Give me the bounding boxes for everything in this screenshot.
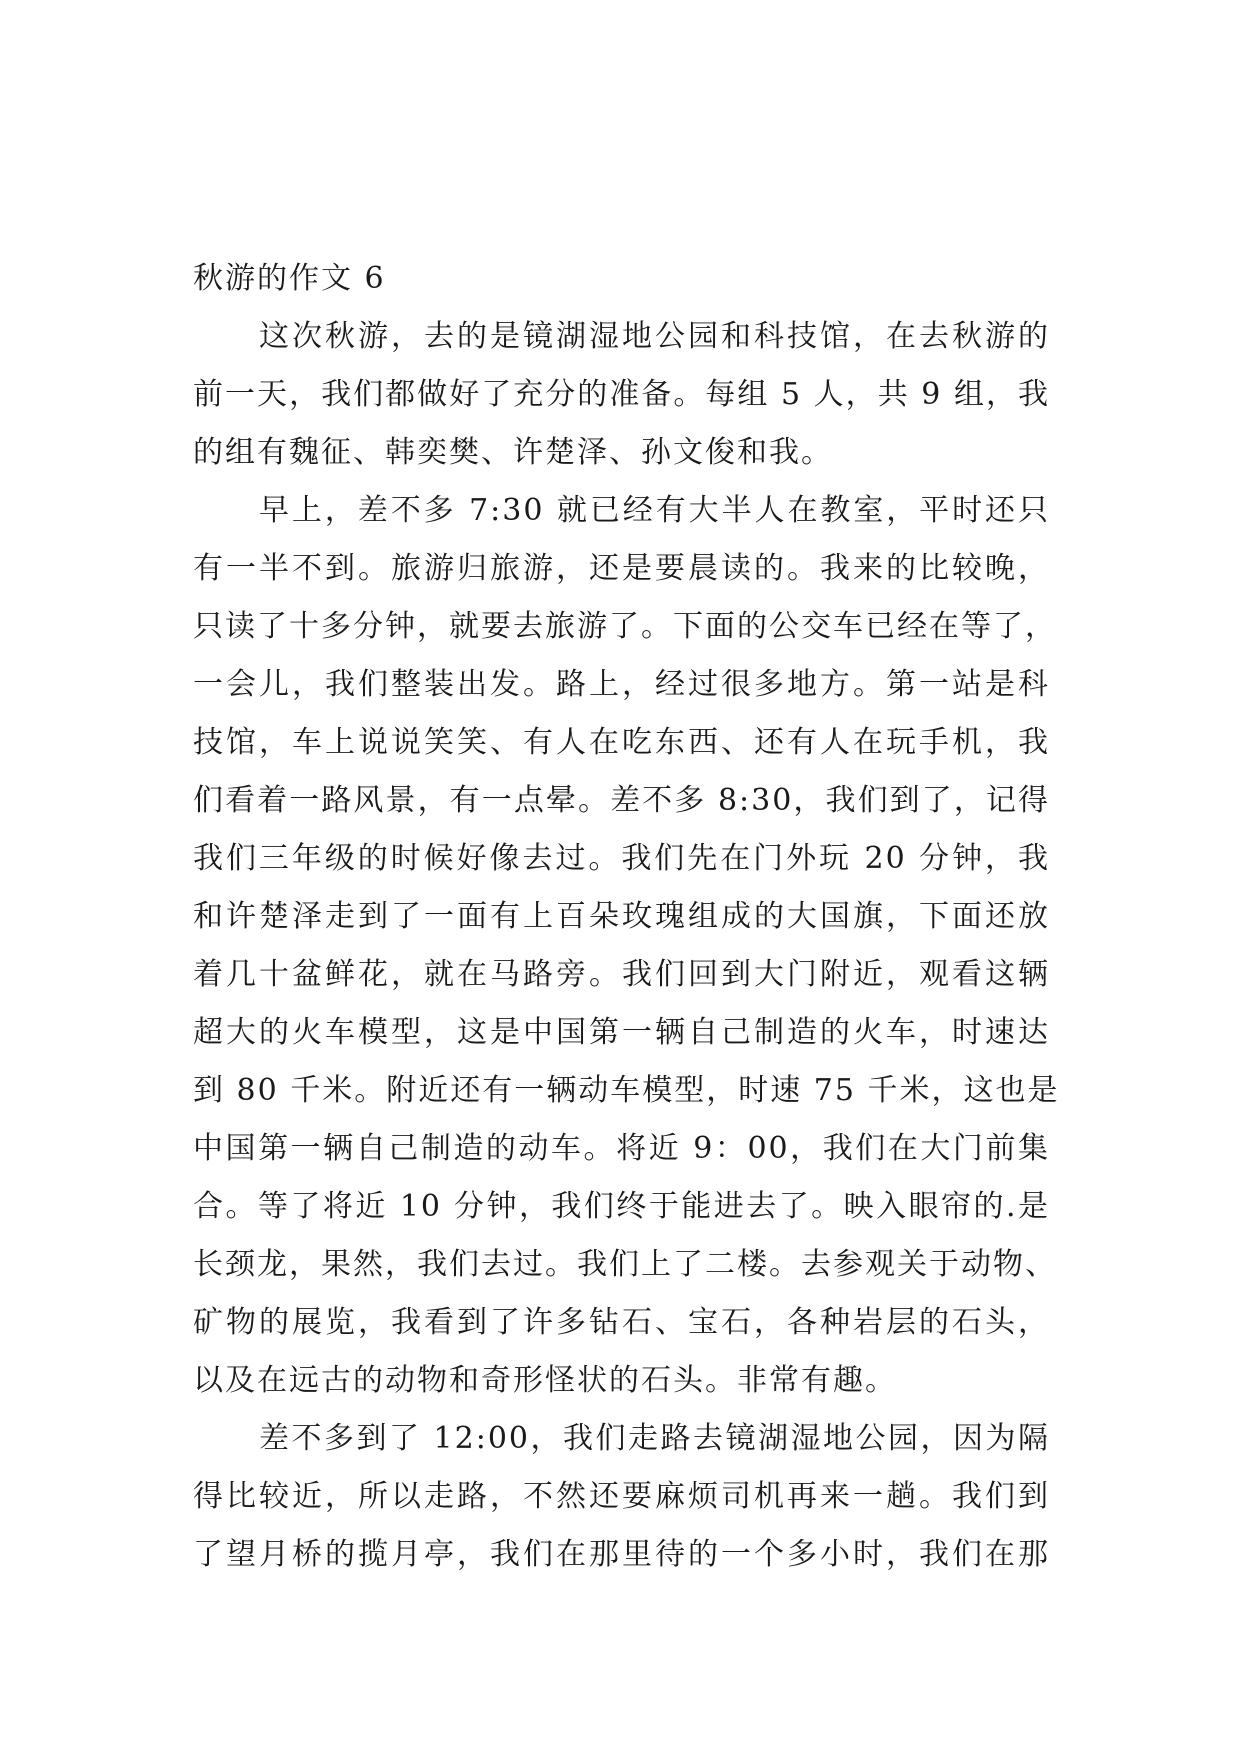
text-line: 着几十盆鲜花，就在马路旁。我们回到大门附近，观看这辆 [193,957,1050,992]
text-line: 的组有魏征、韩奕樊、许楚泽、孙文俊和我。 [193,435,833,470]
text-line: 有一半不到。旅游归旅游，还是要晨读的。我来的比较晚， [193,551,1050,586]
text-line: 一会儿，我们整装出发。路上，经过很多地方。第一站是科 [193,667,1050,702]
essay-title: 秋游的作文 6 [193,261,386,296]
text-line: 差不多到了 12:00，我们走路去镜湖湿地公园，因为隔 [259,1421,1050,1456]
text-line: 矿物的展览，我看到了许多钻石、宝石，各种岩层的石头， [193,1305,1050,1340]
text-line: 长颈龙，果然，我们去过。我们上了二楼。去参观关于动物、 [193,1247,1057,1282]
text-line: 前一天，我们都做好了充分的准备。每组 5 人，共 9 组，我 [193,377,1050,412]
text-line: 们看着一路风景，有一点晕。差不多 8:30，我们到了，记得 [193,783,1050,818]
text-line: 我们三年级的时候好像去过。我们先在门外玩 20 分钟，我 [193,841,1050,876]
paragraph-3 [193,1410,1050,1584]
essay-body [193,250,1060,1584]
paragraph-2 [193,482,1060,1410]
text-line: 以及在远古的动物和奇形怪状的石头。非常有趣。 [193,1363,897,1398]
text-line: 合。等了将近 10 分钟，我们终于能进去了。映入眼帘的.是 [193,1189,1050,1224]
text-line: 了望月桥的揽月亭，我们在那里待的一个多小时，我们在那 [193,1537,1050,1572]
text-line: 中国第一辆自己制造的动车。将近 9：00，我们在大门前集 [193,1131,1050,1166]
text-line: 得比较近，所以走路，不然还要麻烦司机再来一趟。我们到 [193,1479,1050,1514]
text-line: 超大的火车模型，这是中国第一辆自己制造的火车，时速达 [193,1015,1050,1050]
paragraph-1 [193,308,1050,482]
text-line: 到 80 千米。附近还有一辆动车模型，时速 75 千米，这也是 [193,1073,1060,1108]
text-line: 技馆，车上说说笑笑、有人在吃东西、还有人在玩手机，我 [193,725,1050,760]
text-line: 早上，差不多 7:30 就已经有大半人在教室，平时还只 [259,493,1050,528]
text-line: 只读了十多分钟，就要去旅游了。下面的公交车已经在等了， [193,609,1057,644]
text-line: 和许楚泽走到了一面有上百朵玫瑰组成的大国旗，下面还放 [193,899,1050,934]
text-line: 这次秋游，去的是镜湖湿地公园和科技馆，在去秋游的 [259,319,1050,354]
